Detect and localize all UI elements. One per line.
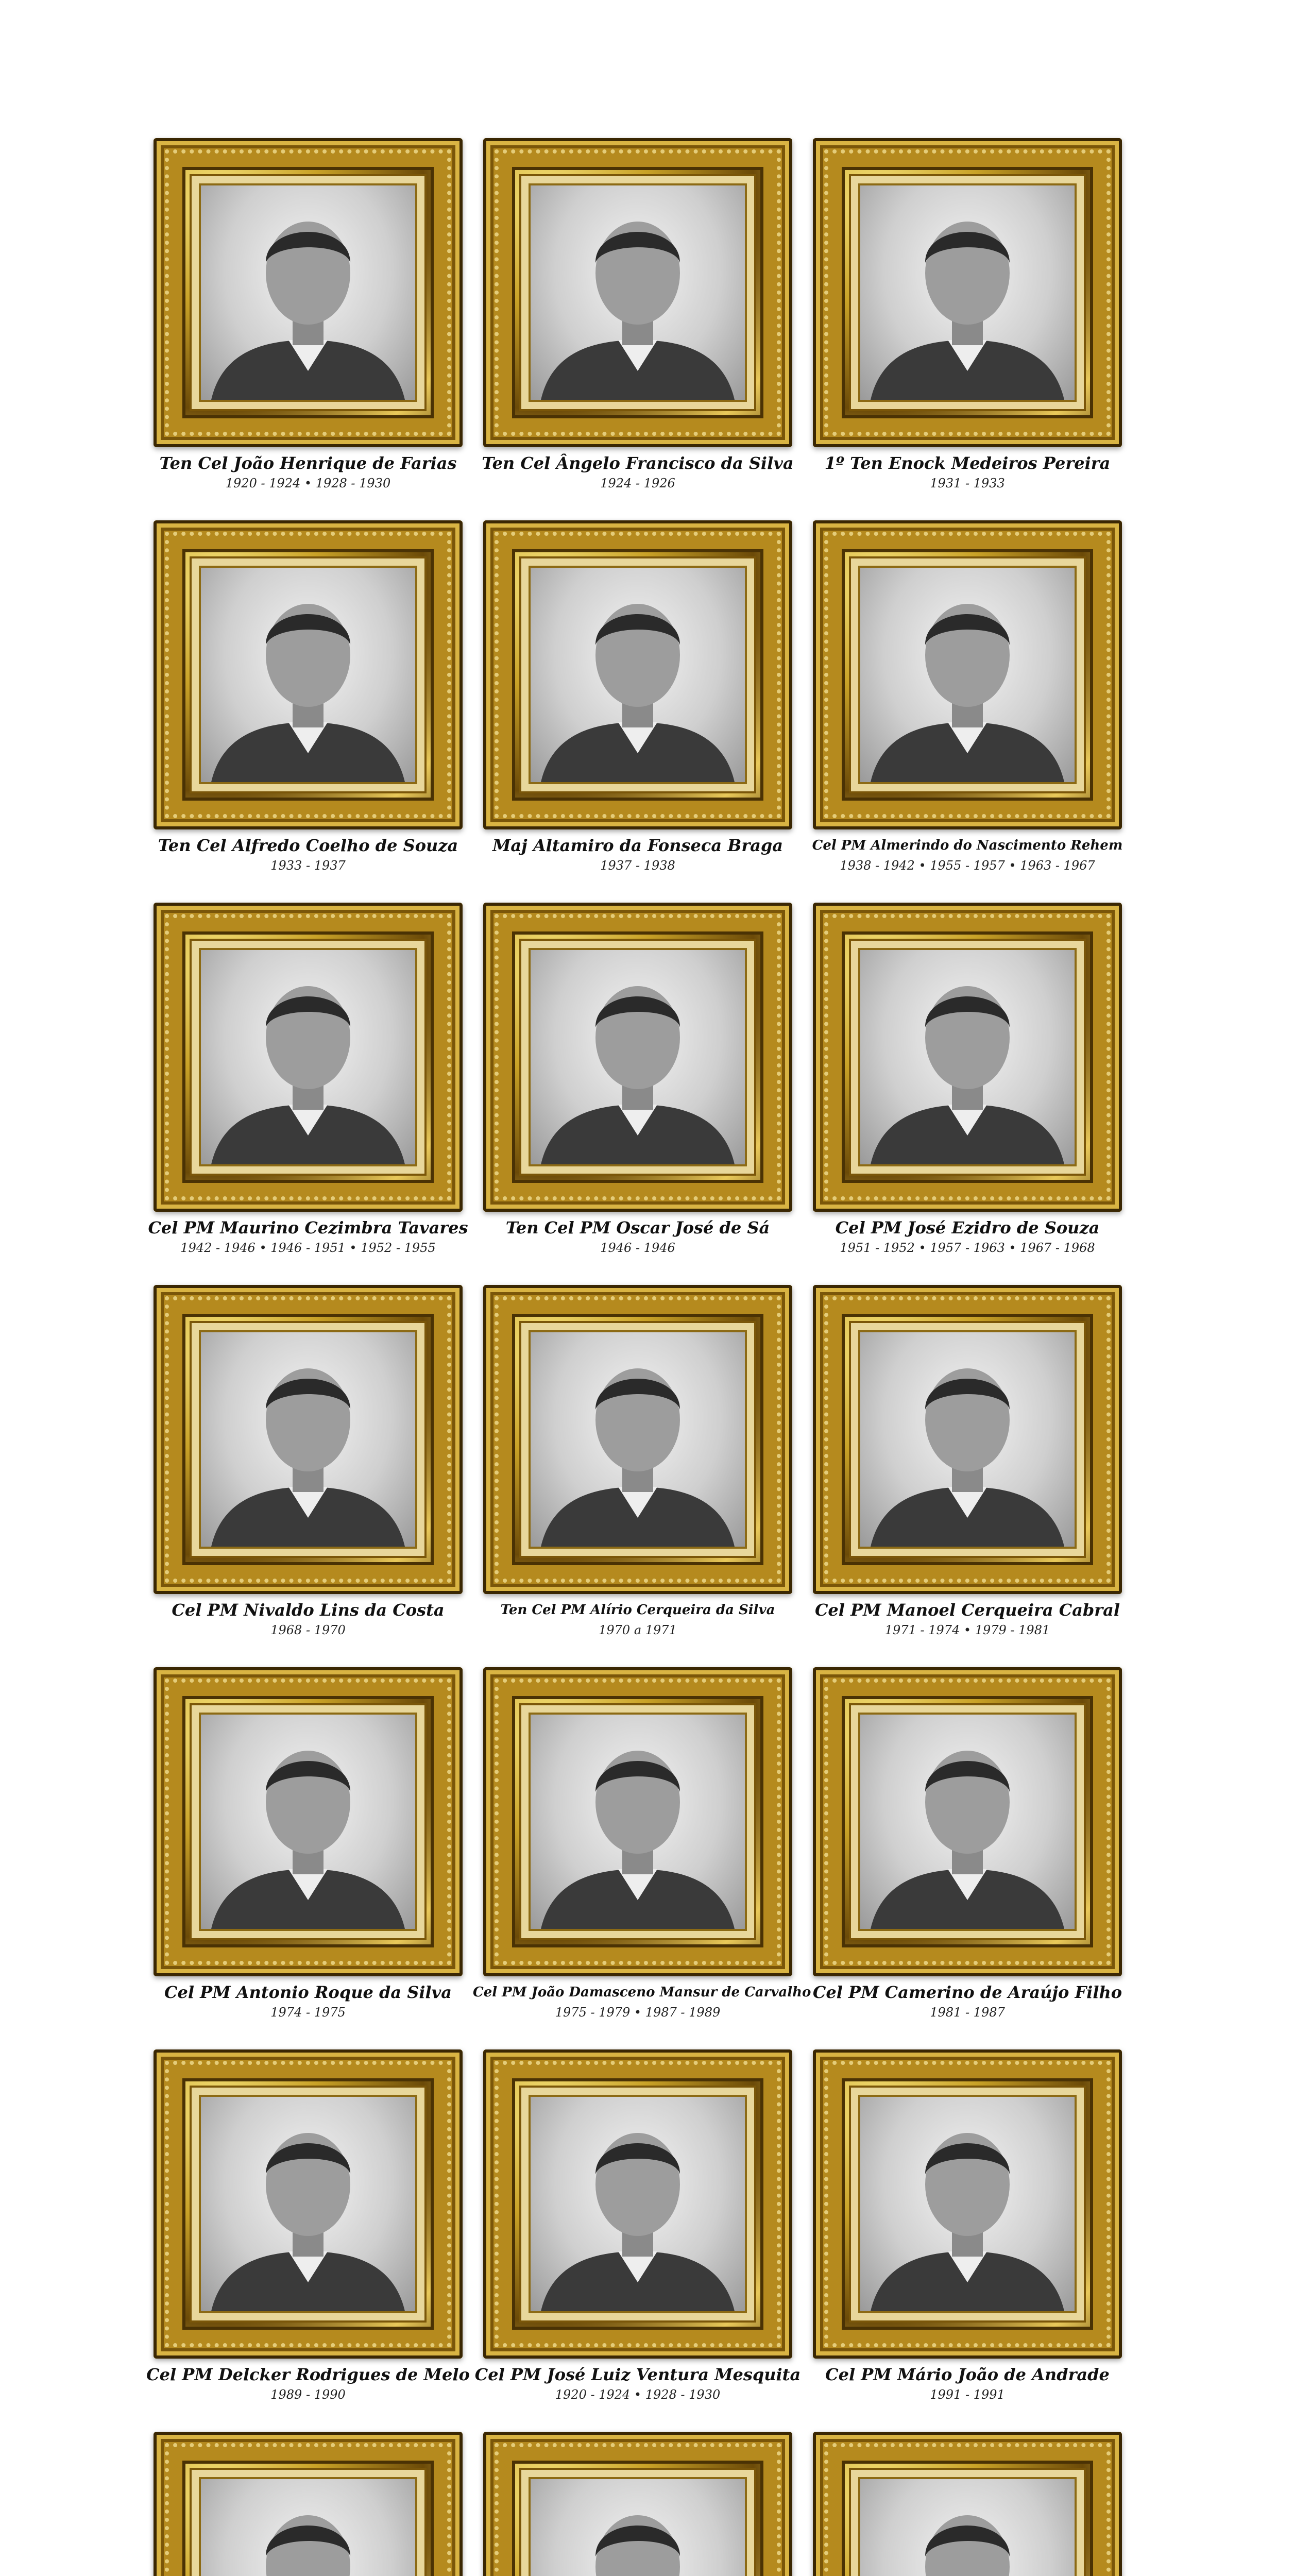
portrait-photo xyxy=(201,568,415,782)
portrait-card xyxy=(813,520,1122,891)
portrait-card xyxy=(813,2049,1122,2420)
portrait-card xyxy=(154,1285,463,1656)
portrait-card xyxy=(473,1667,811,2038)
portrait-name: Cel PM José Ezidro de Souza xyxy=(835,1218,1100,1238)
portrait-photo xyxy=(201,185,415,400)
portrait-photo xyxy=(860,1332,1075,1547)
portrait-photo xyxy=(201,950,415,1164)
portrait-name: Ten Cel João Henrique de Farias xyxy=(159,453,457,473)
portrait-years: 1938 - 1942 • 1955 - 1957 • 1963 - 1967 xyxy=(840,858,1095,873)
portrait-card xyxy=(154,2432,463,2576)
portrait-name: Maj Altamiro da Fonseca Braga xyxy=(492,836,784,855)
portrait-years: 1970 a 1971 xyxy=(599,1623,677,1637)
portrait-card xyxy=(483,138,792,509)
portrait-name: Ten Cel PM Alírio Cerqueira da Silva xyxy=(500,1602,775,1618)
portrait-years: 1920 - 1924 • 1928 - 1930 xyxy=(555,2387,721,2402)
portrait-years: 1981 - 1987 xyxy=(930,2005,1005,2020)
portrait-card xyxy=(154,520,463,891)
portrait-card xyxy=(483,520,792,891)
portrait-years: 1975 - 1979 • 1987 - 1989 xyxy=(555,2005,721,2020)
portrait-card xyxy=(483,903,792,1274)
portrait-card xyxy=(483,1285,792,1656)
portrait-name: Ten Cel Alfredo Coelho de Souza xyxy=(158,836,458,855)
portrait-card xyxy=(813,1667,1122,2038)
portrait-card xyxy=(154,1667,463,2038)
portrait-name: 1º Ten Enock Medeiros Pereira xyxy=(824,453,1111,473)
portrait-name: Cel PM Manoel Cerqueira Cabral xyxy=(814,1600,1120,1620)
portrait-photo xyxy=(531,1715,745,1929)
portrait-years: 1937 - 1938 xyxy=(600,858,675,873)
portrait-card xyxy=(154,138,463,509)
portrait-photo xyxy=(531,568,745,782)
portrait-photo xyxy=(860,2097,1075,2311)
portrait-card xyxy=(813,2432,1122,2576)
portrait-photo xyxy=(531,185,745,400)
portrait-name: Cel PM Maurino Cezimbra Tavares xyxy=(148,1218,468,1238)
portrait-years: 1946 - 1946 xyxy=(600,1241,675,1255)
portrait-years: 1933 - 1937 xyxy=(270,858,346,873)
portrait-name: Cel PM Antonio Roque da Silva xyxy=(164,1982,452,2002)
portrait-name: Cel PM José Luiz Ventura Mesquita xyxy=(474,2365,801,2384)
portrait-years: 1991 - 1991 xyxy=(930,2387,1005,2402)
portrait-name: Cel PM Delcker Rodrigues de Melo xyxy=(146,2365,470,2384)
portrait-card xyxy=(474,2049,801,2420)
portrait-name: Ten Cel Ângelo Francisco da Silva xyxy=(482,453,794,473)
portrait-years: 1974 - 1975 xyxy=(270,2005,346,2020)
portrait-card xyxy=(813,1285,1122,1656)
portrait-photo xyxy=(531,1332,745,1547)
portrait-years: 1931 - 1933 xyxy=(930,476,1005,490)
portrait-card xyxy=(813,138,1122,509)
portrait-photo xyxy=(531,2479,745,2576)
portrait-photo xyxy=(860,185,1075,400)
portrait-card xyxy=(146,2049,470,2420)
portrait-years: 1920 - 1924 • 1928 - 1930 xyxy=(225,476,391,490)
portrait-years: 1989 - 1990 xyxy=(270,2387,346,2402)
portrait-card xyxy=(813,903,1122,1274)
portrait-name: Cel PM Camerino de Araújo Filho xyxy=(812,1982,1122,2002)
portrait-name: Cel PM João Damasceno Mansur de Carvalho xyxy=(473,1985,811,2000)
portrait-card xyxy=(148,903,468,1274)
portrait-years: 1968 - 1970 xyxy=(270,1623,346,1637)
portrait-photo xyxy=(860,950,1075,1164)
portrait-photo xyxy=(201,1715,415,1929)
portrait-photo xyxy=(201,1332,415,1547)
portrait-years: 1971 - 1974 • 1979 - 1981 xyxy=(884,1623,1050,1637)
portrait-name: Cel PM Mário João de Andrade xyxy=(825,2365,1110,2384)
portrait-years: 1942 - 1946 • 1946 - 1951 • 1952 - 1955 xyxy=(180,1241,436,1255)
portrait-photo xyxy=(201,2097,415,2311)
portrait-photo xyxy=(531,950,745,1164)
portrait-photo xyxy=(860,1715,1075,1929)
portrait-photo xyxy=(531,2097,745,2311)
portrait-name: Cel PM Almerindo do Nascimento Rehem xyxy=(812,838,1123,853)
portrait-name: Cel PM Nivaldo Lins da Costa xyxy=(172,1600,445,1620)
portrait-photo xyxy=(860,2479,1075,2576)
portrait-name: Ten Cel PM Oscar José de Sá xyxy=(505,1218,770,1238)
portrait-photo xyxy=(201,2479,415,2576)
portrait-photo xyxy=(860,568,1075,782)
portrait-card xyxy=(483,2432,792,2576)
portrait-years: 1924 - 1926 xyxy=(600,476,675,490)
portrait-years: 1951 - 1952 • 1957 - 1963 • 1967 - 1968 xyxy=(840,1241,1095,1255)
